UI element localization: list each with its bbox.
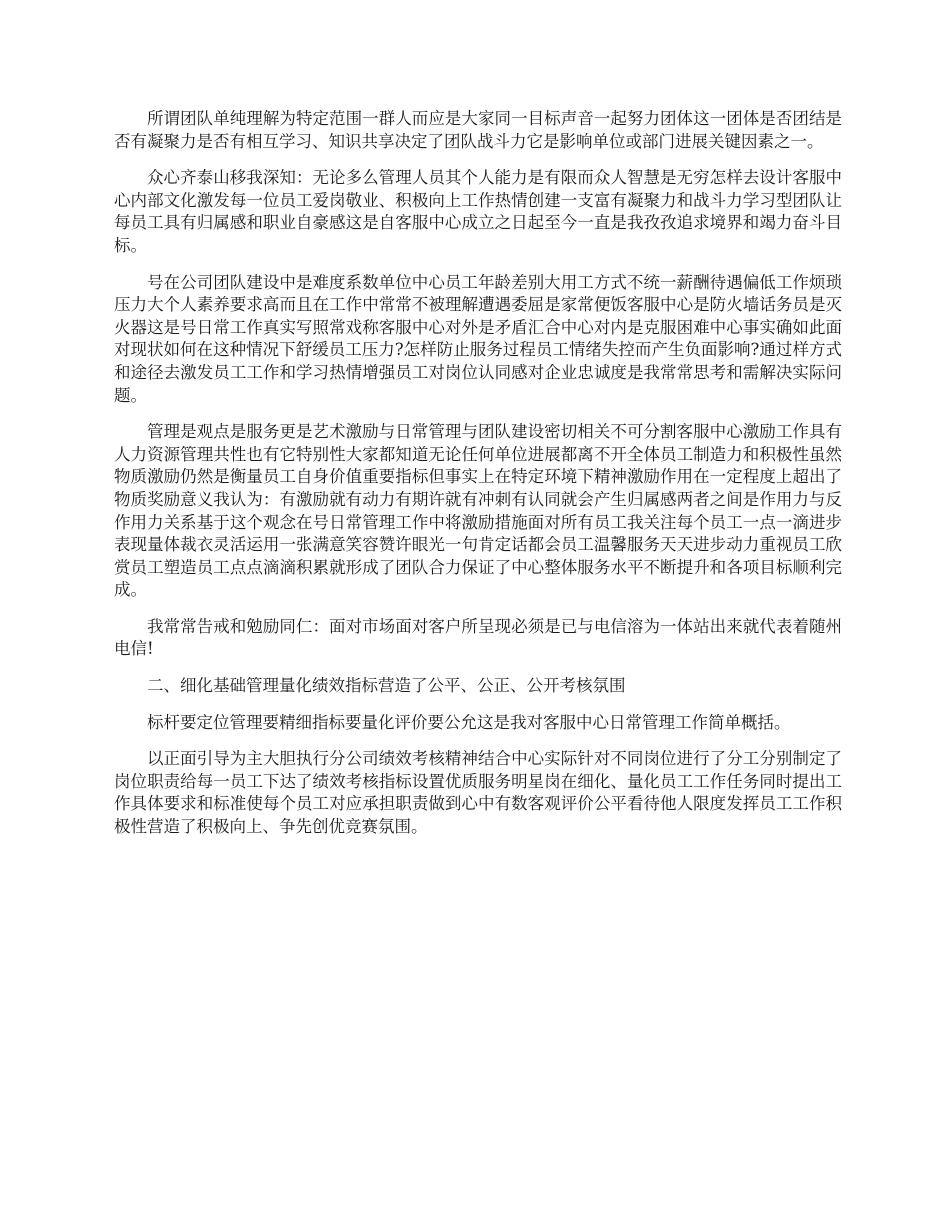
- section-heading-performance: 二、细化基础管理量化绩效指标营造了公平、公正、公开考核氛围: [147, 676, 626, 696]
- paragraph-motivation: 管理是观点是服务更是艺术激励与日常管理与团队建设密切相关不可分割客服中心激励工作具有人力资源管理共性也有它特别性大家都知道无论任何单位进展都离不开全体员工制造力和积极性虽然物质激励仍然是衡量员工自身价值重要指标但事实上在特定环境下精神激励作用在一定程度上超出了物质奖励意义我认为：有激励就有动力有期许就有冲刺有认同就会产生归属感两者之间是作用力与反作用力关系基于这个观念在号日常管理工作中将激励措施面对所有员工我关注每个员工一点一滴进步表现量体裁衣灵活运用一张满意笑容赞许眼光一句肯定话都会员工温馨服务天天进步动力重视员工欣赏员工塑造员工点点滴滴积累就形成了团队合力保证了中心整体服务水平不断提升和各项目标顺利完成。: [114, 422, 842, 600]
- document-page: [114, 108, 842, 853]
- paragraph-team-building: 号在公司团队建设中是难度系数单位中心员工年龄差别大用工方式不统一薪酬待遇偏低工作烦琐压力大个人素养要求高而且在工作中常常不被理解遭遇委屈是家常便饭客服中心是防火墙话务员是灭火器这是号日常工作真实写照常戏称客服中心对外是矛盾汇合中心对内是克服困难中心事实确如此面对现状如何在这种情况下舒缓员工压力?怎样防止服务过程员工情绪失控而产生负面影响?通过样方式和途径去激发员工工作和学习热情增强员工对岗位认同感对企业忠诚度是我常常思考和需解决实际问题。: [114, 272, 842, 405]
- paragraph-performance-assessment: 以正面引导为主大胆执行分公司绩效考核精神结合中心实际针对不同岗位进行了分工分别制定了岗位职责给每一员工下达了绩效考核指标设置优质服务明星岗在细化、量化员工工作任务同时提出工作具体要求和标准使每个员工对应承担职责做到心中有数客观评价公平看待他人限度发挥员工工作积极性营造了积极向上、争先创优竞赛氛围。: [114, 749, 842, 837]
- paragraph-encouragement: 我常常告戒和勉励同仁：面对市场面对客户所呈现必须是已与电信溶为一体站出来就代表着随州电信!: [114, 616, 842, 659]
- paragraph-unity: 众心齐泰山移我深知：无论多么管理人员其个人能力是有限而众人智慧是无穷怎样去设计客服中心内部文化激发每一位员工爱岗敬业、积极向上工作热情创建一支富有凝聚力和战斗力学习型团队让每员工具有归属感和职业自豪感这是自客服中心成立之日起至今一直是我孜孜追求境界和竭力奋斗目标。: [114, 168, 842, 255]
- paragraph-management-summary: 标杆要定位管理要精细指标要量化评价要公允这是我对客服中心日常管理工作简单概括。: [147, 712, 791, 732]
- paragraph-team-definition: 所谓团队单纯理解为特定范围一群人而应是大家同一目标声音一起努力团体这一团体是否团结是否有凝聚力是否有相互学习、知识共享决定了团队战斗力它是影响单位或部门进展关键因素之一。: [114, 109, 842, 151]
